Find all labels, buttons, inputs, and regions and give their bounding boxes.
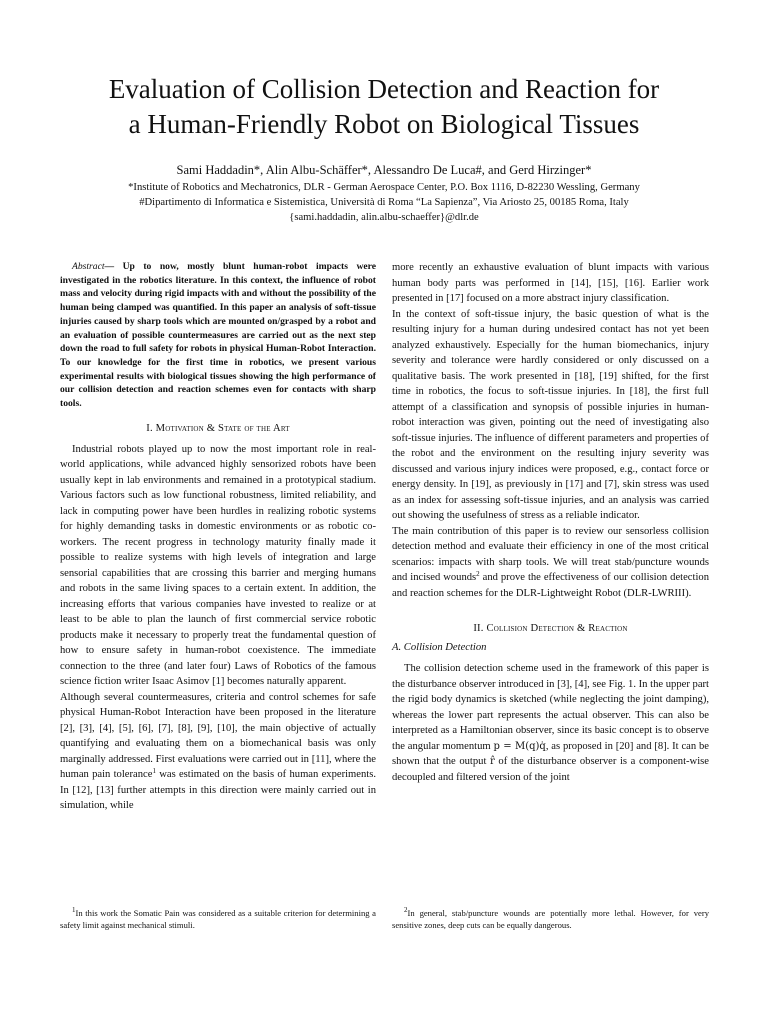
paragraph-5-text-b: and prove the effectiveness of our collision detection and reaction schemes for the DLR-Lightweight Robot (DLR-LWRIII). — [392, 572, 709, 599]
abstract — [60, 260, 376, 411]
section-1-paragraph-4: In the context of soft-tissue injury, the basic question of what is the resulting injury for a human during undesired contact has not yet been analyzed exhaustively. Especially for the human biomechanics, injury severity and tolerance were hardly considered or only discussed on a qualitative basis. The work presented in [18], [19] shifted, for the first time in robotics, the focus to soft-tissue injuries. In [18], the first full attempt of a classification and synopsis of possible injuries in human-robot interaction was given, pointing out the need of investigating also soft-tissue injuries. The influence of different parameters and properties of the robot and the environment on the resulting injury severity was discussed and various injury indices were proposed, e.g., contact force or energy density. In [19], as previously in [17] and [7], skin stress was used as an index for assessing soft-tissue injuries, and an analysis was carried out showing the usefulness of stress as a reliable indicator. — [392, 308, 709, 521]
affiliation-dlr: *Institute of Robotics and Mechatronics, DLR - German Aerospace Center, P.O. Box 1116, D-82230 Wessling, Germany — [128, 182, 640, 193]
paper-title — [40, 72, 728, 142]
section-1-paragraph-1: Industrial robots played up to now the most important role in real-world applications, while advanced highly sensorized robots have been usually kept in lab environments and remained in a prototypical stadium. Various factors such as low functional robustness, limited reliability, and lack in computing power have been hurdles in realizing robotic systems for highly demanding tasks in domestic environments or as robotic co-workers. The recent progress in technology maturity finally made it possible to realize systems with high levels of integration and large sensorial capabilities that are crossing this barrier and merging humans and robots in the same living spaces to a certain extent. In addition, the increasing efforts that various companies have invested to realize or at least to be able to plan the launch of first commercial service robotic products make it necessary to properly treat the fundamental question of how to ensure safety in human-robot coexistence. The immediate connection to the three (and later four) Laws of Robotics of the famous science fiction writer Isaac Asimov [1] becomes naturally apparent. — [60, 443, 376, 688]
section-1-heading: I. Motivation & State of the Art — [146, 422, 290, 434]
affiliation-roma: #Dipartimento di Informatica e Sistemistica, Università di Roma “La Sapienza”, Via Ariosto 25, 00185 Roma, Italy — [139, 197, 629, 208]
footnote-1-mark: 1 — [72, 906, 76, 914]
paragraph-2-text-b: was estimated on the basis of human experiments. In [12], [13] further attempts in this direction were mainly carried out in simulation, while — [60, 769, 376, 812]
section-1-paragraph-3: more recently an exhaustive evaluation of blunt impacts with various human body parts was performed in [14], [15], [16]. Earlier work presented in [17] focused on a more abstract injury classification. — [392, 262, 709, 304]
section-2-paragraph-1 — [392, 661, 709, 785]
footnote-2 — [392, 908, 709, 931]
observer-output-symbol: r̂ — [490, 756, 495, 767]
footnote-2-text: In general, stab/puncture wounds are potentially more lethal. However, for very sensitive zones, deep cuts can be equally dangerous. — [392, 908, 709, 930]
abstract-text: — Up to now, mostly blunt human-robot impacts were investigated in the robotics literature. In this context, the influence of robot mass and velocity during rigid impacts with and without the possibility of the human being clamped was quantified. In this paper an analysis of soft-tissue injuries caused by sharp tools which are mounted on/grasped by a robot and an evaluation of possible countermeasures are carried out as the next step down the road to full safety for robots in physical Human-Robot Interaction. To our knowledge for the first time in robotics, we present various experimental results with biological tissues showing the high performance of our collision detection and reaction schemes even for contacts with sharp tools. — [60, 261, 376, 410]
left-column — [60, 260, 376, 814]
title-line-2: a Human-Friendly Robot on Biological Tissues — [128, 109, 640, 139]
footnote-area-left — [60, 908, 376, 931]
author-emails: {sami.haddadin, alin.albu-schaeffer}@dlr.de — [289, 212, 479, 223]
footnote-ref-2: 2 — [476, 570, 480, 578]
subsection-2a-heading: A. Collision Detection — [392, 642, 487, 653]
momentum-equation: p = M(q)q̇ — [493, 740, 546, 752]
s2-text-b: , as proposed in [20] and [8]. It can be shown that the output — [392, 740, 709, 767]
s2-text-a: The collision detection scheme used in the framework of this paper is the disturbance observer introduced in [3], [4], see Fig. 1. In the upper part the rigid body dynamics is sketched (while neglecting the joint damping), whereas the lower part represents the actual observer. This can also be interpreted as a Hamiltonian observer, since its basic concept is to observe the angular momentum — [392, 663, 709, 752]
footnote-1-text: In this work the Somatic Pain was considered as a suitable criterion for determining a safety limit against mechanical stimuli. — [60, 908, 376, 930]
paragraph-5-text-a: The main contribution of this paper is to review our sensorless collision detection method and evaluate their efficiency in one of the most critical scenarios: impacts with sharp tools. We will treat stab/puncture wounds and incised wounds — [392, 525, 709, 583]
right-column — [392, 260, 709, 785]
section-2-heading: II. Collision Detection & Reaction — [473, 623, 628, 634]
s2-text-c: of the disturbance observer is a component-wise decoupled and filtered version of the joint — [392, 756, 709, 783]
author-list: Sami Haddadin*, Alin Albu-Schäffer*, Alessandro De Luca#, and Gerd Hirzinger* — [176, 163, 592, 177]
title-line-1: Evaluation of Collision Detection and Reaction for — [108, 74, 660, 104]
paragraph-2-text-a: Although several countermeasures, criteria and control schemes for safe physical Human-Robot Interaction have been proposed in the literature [2], [3], [4], [5], [6], [7], [8], [9], [10], the main objective of actually quantifying and evaluating them on a biomechanical basis was only marginally addressed. First evaluations were carried out in [11], where the human pain tolerance — [60, 691, 376, 781]
abstract-label: Abstract — [72, 261, 105, 272]
footnote-area-right — [392, 908, 709, 931]
footnote-1 — [60, 908, 376, 931]
affiliations — [40, 180, 728, 225]
section-1-paragraph-5 — [392, 524, 709, 602]
section-1-paragraph-2 — [60, 690, 376, 814]
footnote-2-mark: 2 — [404, 906, 408, 914]
footnote-ref-1: 1 — [152, 767, 156, 776]
